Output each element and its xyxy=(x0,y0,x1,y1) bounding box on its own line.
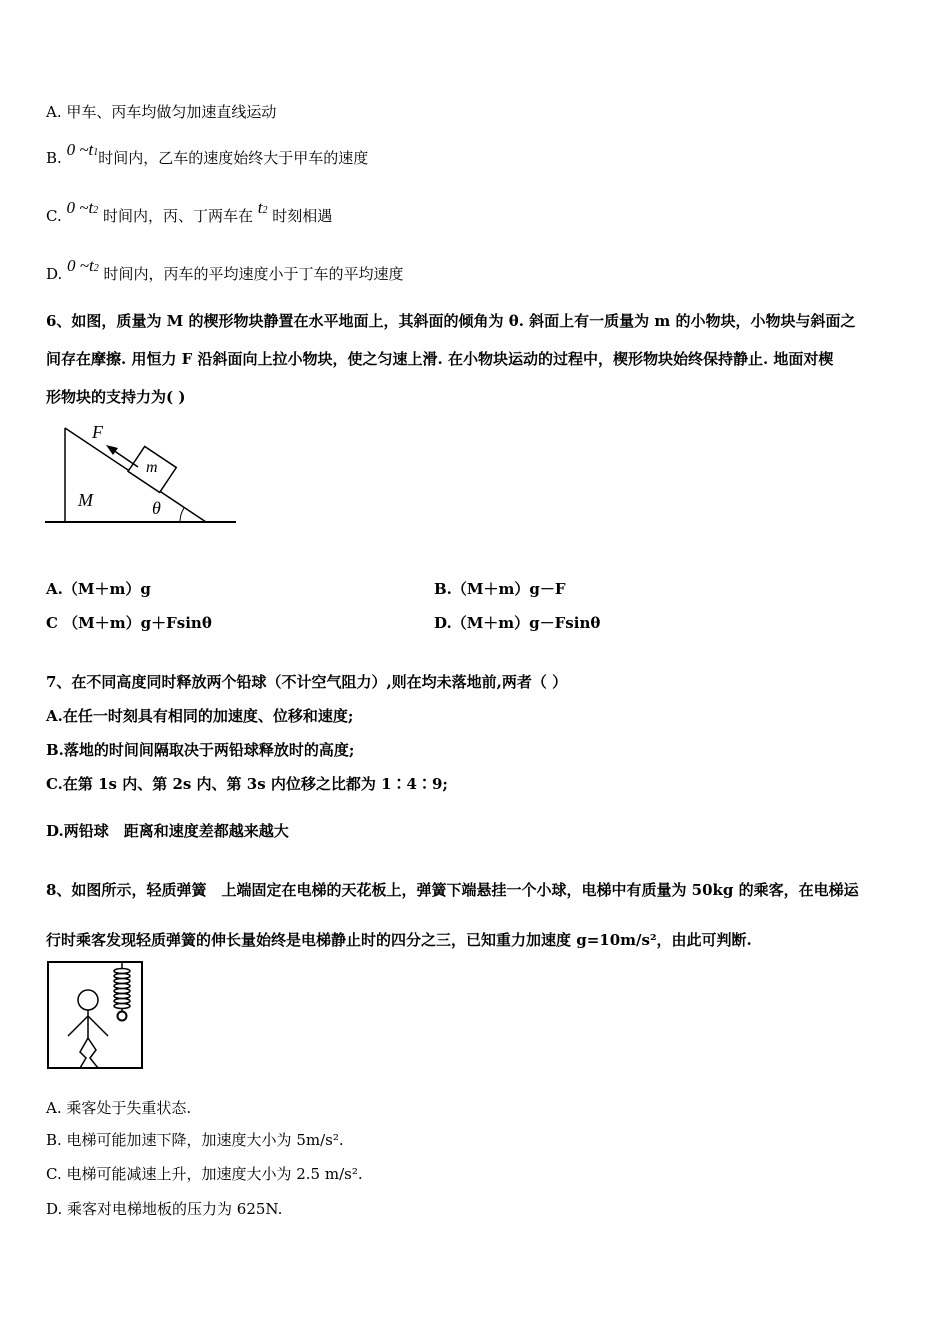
q6-option-d: D.（M＋m）g－Fsinθ xyxy=(434,614,601,632)
q6-option-a: A.（M＋m）g xyxy=(46,580,151,598)
q7-option-c: C.在第 1s 内、第 2s 内、第 3s 内位移之比都为 1∶4∶9; xyxy=(46,775,448,793)
q5-option-c-math2-sub: 2 xyxy=(262,205,268,216)
q5-option-c-math-sub: 2 xyxy=(93,205,99,216)
q5-option-b-math-main: 0 ~t xyxy=(66,140,94,159)
q7-option-a: A.在任一时刻具有相同的加速度、位移和速度; xyxy=(46,707,354,725)
q5-option-a: A. 甲车、丙车均做匀加速直线运动 xyxy=(46,103,277,121)
hanging-ball-icon xyxy=(118,1012,127,1021)
q7-stem: 7、在不同高度同时释放两个铅球（不计空气阻力）,则在均未落地前,两者（ ） xyxy=(46,673,568,691)
q5-option-d-prefix: D. xyxy=(46,265,63,283)
q5-option-c-text1: 时间内，丙、丁两车在 xyxy=(102,207,253,225)
q5-option-c-math2 xyxy=(258,198,268,217)
q8-stem-line1: 8、如图所示，轻质弹簧 上端固定在电梯的天花板上，弹簧下端悬挂一个小球，电梯中有质量为 50kg 的乘客，在电梯运 xyxy=(46,881,859,899)
q5-option-d-math-sub: 2 xyxy=(93,263,99,274)
q5-option-c-math-main: 0 ~t xyxy=(66,198,94,217)
q5-option-c-text2: 时刻相遇 xyxy=(272,207,333,225)
force-arrow-head xyxy=(106,445,118,455)
q6-stem-line3: 形物块的支持力为( ) xyxy=(46,388,186,406)
q5-option-b-math-sub: 1 xyxy=(93,147,99,158)
q8-elevator-figure xyxy=(46,960,150,1072)
q8-option-d: D. 乘客对电梯地板的压力为 625N. xyxy=(46,1200,283,1218)
label-M: M xyxy=(78,490,93,510)
q5-option-c xyxy=(46,198,333,229)
label-theta: θ xyxy=(152,498,161,518)
q5-option-d-text: 时间内，丙车的平均速度小于丁车的平均速度 xyxy=(103,265,404,283)
q7-option-b: B.落地的时间间隔取决于两铅球释放时的高度; xyxy=(46,741,355,759)
q5-option-d-math xyxy=(67,256,99,275)
q6-option-c: C （M＋m）g＋Fsinθ xyxy=(46,614,212,632)
q5-option-d-math-main: 0 ~t xyxy=(67,256,94,275)
q7-option-d: D.两铅球 距离和速度差都越来越大 xyxy=(46,822,289,840)
q8-option-b: B. 电梯可能加速下降，加速度大小为 5m/s². xyxy=(46,1131,344,1149)
q5-option-b-math xyxy=(67,140,99,159)
q8-option-a: A. 乘客处于失重状态. xyxy=(46,1099,192,1117)
q5-option-c-math2-main: t xyxy=(257,198,263,217)
theta-arc xyxy=(180,508,184,522)
q6-option-b: B.（M＋m）g－F xyxy=(434,580,566,598)
q6-wedge-figure xyxy=(40,418,240,530)
q6-stem-line2: 间存在摩擦. 用恒力 F 沿斜面向上拉小物块，使之匀速上滑. 在小物块运动的过程中，楔形物块始终保持静止. 地面对楔 xyxy=(46,350,834,368)
q5-option-c-math xyxy=(67,198,99,217)
q5-option-b-prefix: B. xyxy=(46,149,62,167)
q5-option-b xyxy=(46,140,369,171)
label-m: m xyxy=(146,459,158,476)
q5-option-b-text: 时间内，乙车的速度始终大于甲车的速度 xyxy=(98,149,369,167)
label-F: F xyxy=(92,422,103,442)
q5-option-c-prefix: C. xyxy=(46,207,62,225)
q5-option-d xyxy=(46,256,404,287)
q8-stem-line2: 行时乘客发现轻质弹簧的伸长量始终是电梯静止时的四分之三，已知重力加速度 g=10m/s²，由此可判断. xyxy=(46,931,752,949)
q6-stem-line1: 6、如图，质量为 M 的楔形物块静置在水平地面上，其斜面的倾角为 θ. 斜面上有一质量为 m 的小物块，小物块与斜面之 xyxy=(46,312,856,330)
q8-option-c: C. 电梯可能减速上升，加速度大小为 2.5 m/s². xyxy=(46,1165,363,1183)
